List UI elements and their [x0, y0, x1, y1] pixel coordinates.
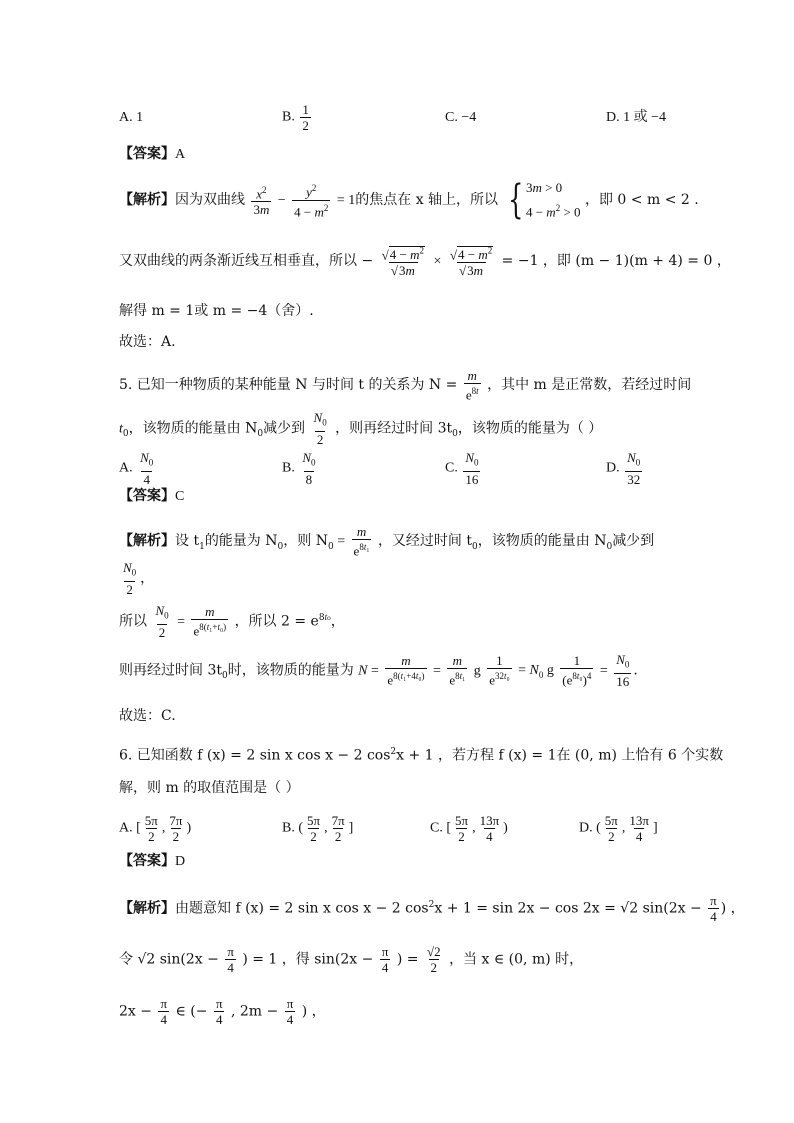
q6-analysis-line2: 令 √2 sin(2x − $\frac{\pi}{4}$ ) = 1 ，得 sin(2x − $\frac{\pi}{4}$ ) = $\frac{√2}{2}$ ，当 x ∈ (0, m) 时， — [119, 944, 584, 975]
q4-option-d: D. 1 或 −4 — [606, 110, 667, 125]
q5-option-a: A. $\frac{N_0}{4}$ — [119, 450, 154, 487]
q4-conclusion: 故选：A. — [119, 334, 176, 350]
q5-analysis-line3: 所以 $\frac{N_0}{2}$ = $\frac{m}{e^{8(t_1+t_0)}}$ ，所以 $2 = e^{8t_0}$， — [119, 603, 345, 640]
q6-option-a: A. [ $\frac{5\pi}{2}$ , $\frac{7\pi}{2}$ ) — [119, 813, 192, 844]
q5-analysis-line1: 【解析】设 $t_1$的能量为 $N_0$，则 $N_0$ = $\frac{m}{e^{8t_1}}$ ，又经过时间 $t_0$，该物质的能量由 $N_0$减少到 — [119, 524, 655, 559]
q5-option-b: B. $\frac{N_0}{8}$ — [282, 450, 316, 487]
q6-answer: 【答案】D — [119, 853, 186, 869]
q6-analysis-line3: 2x − $\frac{\pi}{4}$ ∈ (− $\frac{\pi}{4}$ , 2m − $\frac{\pi}{4}$ ) ， — [119, 996, 326, 1027]
q5-analysis-line2: $\frac{N_0}{2}$ ， — [123, 560, 155, 597]
q4-answer: 【答案】A — [119, 146, 186, 162]
q6-option-c: C. [ $\frac{5\pi}{2}$ , $\frac{13\pi}{4}$ ) — [430, 813, 508, 844]
q5-conclusion: 故选：C. — [119, 708, 176, 724]
q5-analysis-line4: 则再经过时间 $3t_0$时，该物质的能量为 N = $\frac{m}{e^{8(t_1+4t_0)}}$ = $\frac{m}{e^{8t_1}}$ g $\frac{1}{e^{32t_0}}$ = $N_0$ g $\frac{1}{(e^{8t_0})^4}$ = $\frac{N_0}{16}$ . — [119, 652, 638, 689]
q4-option-c: C. −4 — [445, 110, 477, 125]
q6-analysis-line1: 【解析】由题意知 f (x) = 2 sin x cos x − 2 $\cos^2x + 1 = \sin 2x - \cos 2x = √2$ sin(2x − $\frac{\pi}{4}$ ) ， — [119, 893, 745, 924]
q6-option-b: B. ( $\frac{5\pi}{2}$ , $\frac{7\pi}{2}$ ] — [282, 813, 354, 844]
q6-option-d: D. ( $\frac{5\pi}{2}$ , $\frac{13\pi}{4}$ ] — [579, 813, 658, 844]
q4-analysis-line3: 解得 m = 1或 m = −4（舍）. — [119, 303, 314, 319]
q4-analysis-line1: 【解析】因为双曲线 $\frac{x^2}{3m}$ − $\frac{y^2}{4 - m^2}$ = 1的焦点在 x 轴上，所以 { 3m > 0 $4 - m^2 > 0$ ，即 0 < m < 2 . — [119, 177, 699, 224]
q4-analysis-line2: 又双曲线的两条渐近线互相垂直，所以 − $\frac{√4 - m^2}{√3m}$ × $\frac{√4 - m^2}{√3m}$ = −1 ，即 (m − 1)(m + 4) = 0 ， — [119, 246, 731, 279]
q4-option-b: B. $\frac{1}{2}$ — [282, 102, 309, 133]
q5-option-c: C. $\frac{N_0}{16}$ — [445, 450, 479, 487]
q4-option-a: A. 1 — [119, 110, 144, 125]
q5-answer: 【答案】C — [119, 488, 185, 504]
q6-stem-line1: 6. 已知函数 f (x) = 2 sin x cos x − 2 $\cos^2x + 1$ ，若方程 f (x) = 1在 (0, m) 上恰有 6 个实数 — [119, 747, 724, 764]
q5-stem-line2: $t_0$，该物质的能量由 $N_0$减少到 $\frac{N_0}{2}$ ，则再经过时间 $3t_0$，该物质的能量为（ ） — [119, 410, 603, 447]
q5-stem-line1: 5. 已知一种物质的某种能量 N 与时间 t 的关系为 N = $\frac{m}{e^{8t}}$ ，其中 m 是正常数，若经过时间 — [119, 368, 692, 403]
q5-option-d: D. $\frac{N_0}{32}$ — [606, 450, 641, 487]
q6-stem-line2: 解，则 m 的取值范围是（ ） — [119, 780, 300, 796]
